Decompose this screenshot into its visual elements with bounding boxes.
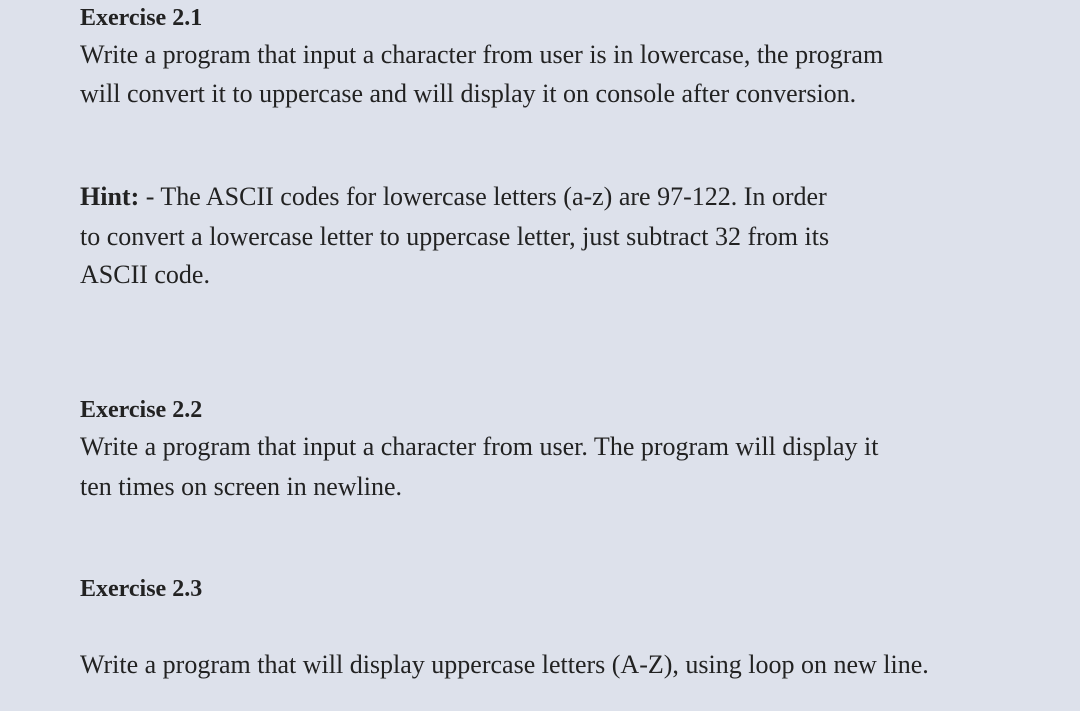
exercise-2-2-text-line-1: Write a program that input a character from user. The program will display it xyxy=(80,432,879,461)
hint-text-1: - The ASCII codes for lowercase letters (a-z) are 97-122. In order xyxy=(139,182,827,211)
hint-line-3: ASCII code. xyxy=(80,260,210,289)
hint-line-2: to convert a lowercase letter to uppercase letter, just subtract 32 from its xyxy=(80,222,830,251)
exercise-2-1-text-line-1: Write a program that input a character from user is in lowercase, the program xyxy=(80,40,884,69)
hint-line-1 xyxy=(80,182,827,212)
exercise-2-2-title: Exercise 2.2 xyxy=(80,397,203,423)
hint-label: Hint: xyxy=(80,182,140,211)
exercise-2-2-text-line-2: ten times on screen in newline. xyxy=(80,472,403,501)
exercise-2-1-title: Exercise 2.1 xyxy=(80,5,203,31)
exercise-2-3-text-line-1: Write a program that will display uppercase letters (A-Z), using loop on new line. xyxy=(80,650,929,679)
exercise-2-3-title: Exercise 2.3 xyxy=(80,576,203,602)
exercise-2-1-text-line-2: will convert it to uppercase and will display it on console after conversion. xyxy=(80,79,857,108)
